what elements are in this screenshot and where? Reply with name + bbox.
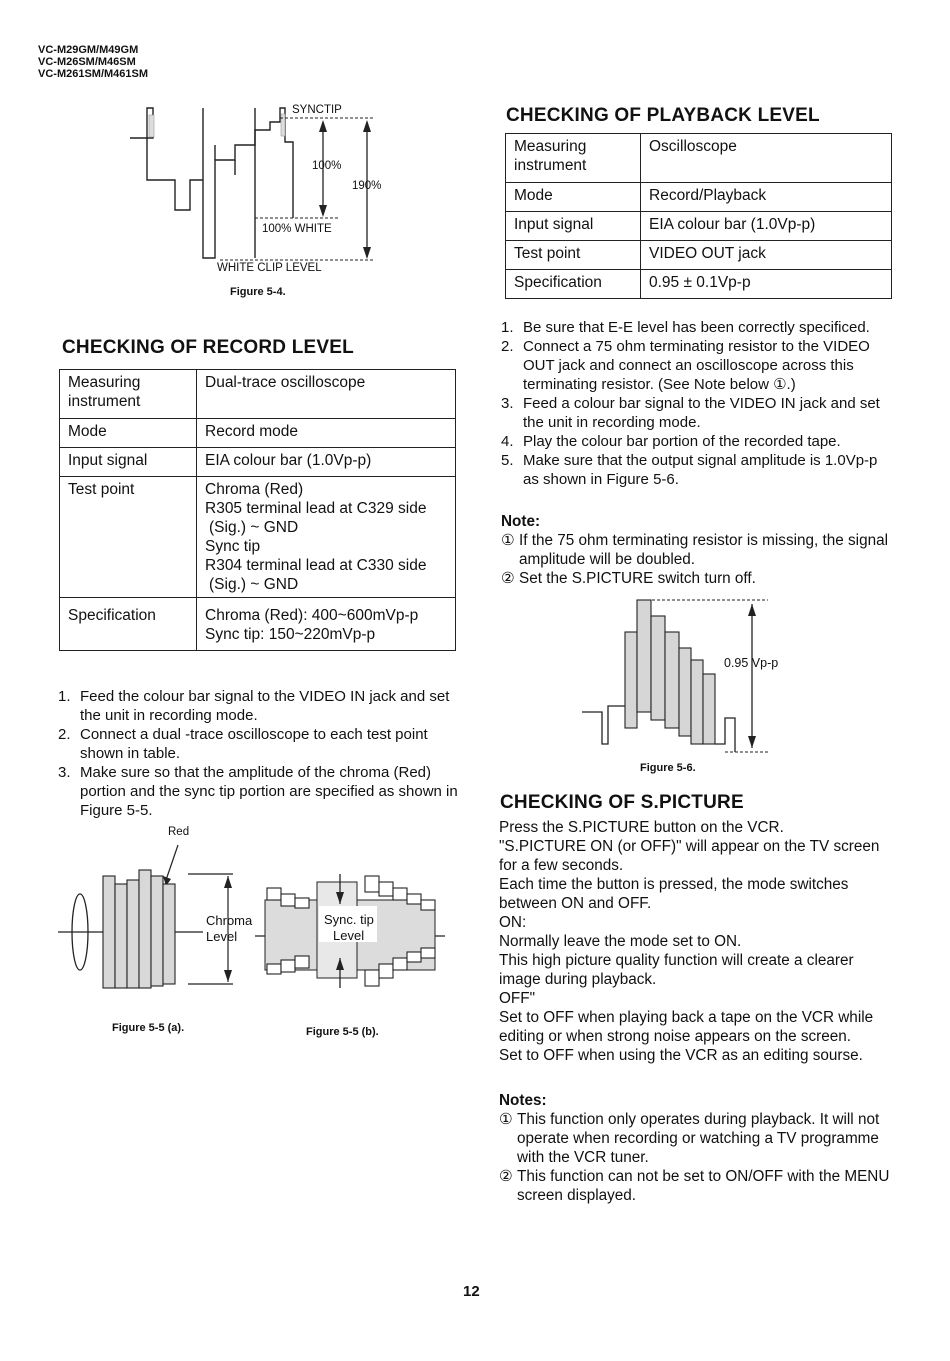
- step-number: 4.: [501, 433, 514, 450]
- notes-heading: Notes:: [499, 1092, 547, 1109]
- table-row: [506, 183, 892, 212]
- note-item: [499, 1110, 894, 1167]
- table-cell-label: Mode: [60, 419, 197, 448]
- step-text: Play the colour bar portion of the recorded tape.: [523, 433, 841, 450]
- note-item: [499, 1167, 894, 1205]
- test-point-line: (Sig.) ~ GND: [209, 576, 299, 593]
- note-marker: ②: [499, 1168, 513, 1185]
- paragraph-line: This high picture quality function will create a clearer image during playback.: [499, 952, 854, 988]
- table-row: [506, 241, 892, 270]
- paragraph-line: Set to OFF when playing back a tape on the VCR while editing or when strong noise appears on the screen.: [499, 1009, 874, 1045]
- playback-notes: [501, 512, 894, 588]
- table-cell-value: EIA colour bar (1.0Vp-p): [197, 448, 456, 477]
- table-row: [506, 134, 892, 183]
- spec-line: Sync tip: 150~220mVp-p: [205, 626, 376, 643]
- table-cell-label: Measuring instrument: [506, 134, 641, 183]
- spicture-title: CHECKING OF S.PICTURE: [500, 792, 744, 813]
- step-text: Make sure so that the amplitude of the chroma (Red) portion and the sync tip portion are specified as shown in Figure 5-5.: [80, 764, 458, 819]
- spicture-notes: [499, 1091, 894, 1205]
- spec-line: Chroma (Red): 400~600mVp-p: [205, 607, 419, 624]
- note-text: This function only operates during playback. It will not operate when recording or watching a TV programme with the VCR tuner.: [517, 1111, 880, 1166]
- list-item: [58, 763, 458, 820]
- note-text: If the 75 ohm terminating resistor is missing, the signal amplitude will be doubled.: [519, 532, 888, 568]
- model-line: VC-M29GM/M49GM: [38, 44, 139, 56]
- paragraph-line: Press the S.PICTURE button on the VCR.: [499, 819, 784, 836]
- note-text: This function can not be set to ON/OFF with the MENU screen displayed.: [517, 1168, 890, 1204]
- sync-tip-label: Sync. tip: [324, 912, 374, 927]
- table-cell-label: Mode: [506, 183, 641, 212]
- table-cell-value: [197, 477, 456, 598]
- table-row: [60, 419, 456, 448]
- step-number: 2.: [58, 726, 71, 743]
- red-label: Red: [168, 826, 190, 838]
- test-point-line: (Sig.) ~ GND: [209, 519, 299, 536]
- step-text: Make sure that the output signal amplitude is 1.0Vp-p as shown in Figure 5-6.: [523, 452, 878, 488]
- synctip-label: SYNCTIP: [292, 104, 342, 116]
- model-numbers: [38, 44, 148, 80]
- table-row: [506, 212, 892, 241]
- test-point-line: R305 terminal lead at C329 side: [205, 500, 427, 517]
- playback-level-title: CHECKING OF PLAYBACK LEVEL: [506, 105, 820, 126]
- list-item: [501, 394, 894, 432]
- page-number: 12: [463, 1283, 480, 1300]
- vpp-label: 0.95 Vp-p: [724, 656, 779, 670]
- step-number: 3.: [501, 395, 514, 412]
- table-cell-value: EIA colour bar (1.0Vp-p): [641, 212, 892, 241]
- paragraph-line: Set to OFF when using the VCR as an editing sourse.: [499, 1047, 863, 1064]
- test-point-line: Chroma (Red): [205, 481, 304, 498]
- table-cell-value: Record/Playback: [641, 183, 892, 212]
- spicture-body: [499, 818, 894, 1065]
- step-text: Connect a 75 ohm terminating resistor to the VIDEO OUT jack and connect an oscilloscope across this terminating resistor. (See Note below ①.): [523, 338, 870, 393]
- table-row: [60, 477, 456, 598]
- record-spec-table: [59, 369, 456, 651]
- table-cell-label: Specification: [506, 270, 641, 299]
- table-row: [60, 598, 456, 651]
- note-marker: ①: [499, 1111, 513, 1128]
- paragraph-line: "S.PICTURE ON (or OFF)" will appear on the TV screen for a few seconds.: [499, 838, 880, 874]
- table-cell-label: Specification: [60, 598, 197, 651]
- table-cell-value: Oscilloscope: [641, 134, 892, 183]
- playback-steps: [501, 318, 894, 489]
- figure-5-5b-caption: Figure 5-5 (b).: [306, 1026, 379, 1038]
- note-marker: ①: [501, 532, 515, 549]
- step-number: 2.: [501, 338, 514, 355]
- note-marker: ②: [501, 570, 515, 587]
- note-item: [501, 569, 894, 588]
- table-cell-value: Dual-trace oscilloscope: [197, 370, 456, 419]
- table-cell-value: 0.95 ± 0.1Vp-p: [641, 270, 892, 299]
- step-text: Connect a dual -trace oscilloscope to each test point shown in table.: [80, 726, 428, 762]
- list-item: [501, 337, 894, 394]
- step-text: Feed a colour bar signal to the VIDEO IN jack and set the unit in recording mode.: [523, 395, 880, 431]
- list-item: [501, 432, 894, 451]
- table-cell-label: Test point: [506, 241, 641, 270]
- model-line: VC-M261SM/M461SM: [38, 68, 149, 80]
- step-number: 5.: [501, 452, 514, 469]
- figure-5-5a-caption: Figure 5-5 (a).: [112, 1022, 185, 1034]
- test-point-line: R304 terminal lead at C330 side: [205, 557, 427, 574]
- paragraph-line: Each time the button is pressed, the mode switches between ON and OFF.: [499, 876, 849, 912]
- paragraph-line: ON:: [499, 914, 527, 931]
- table-cell-label: Input signal: [60, 448, 197, 477]
- table-row: [506, 270, 892, 299]
- test-point-line: Sync tip: [205, 538, 261, 555]
- playback-spec-table: [505, 133, 892, 299]
- paragraph-line: OFF": [499, 990, 536, 1007]
- table-row: [60, 370, 456, 419]
- table-row: [60, 448, 456, 477]
- chroma-label: Chroma: [206, 913, 253, 928]
- table-cell-label: Input signal: [506, 212, 641, 241]
- step-number: 1.: [501, 319, 514, 336]
- table-cell-value: Record mode: [197, 419, 456, 448]
- list-item: [501, 318, 894, 337]
- step-number: 3.: [58, 764, 71, 781]
- step-number: 1.: [58, 688, 71, 705]
- pct-190-label: 190%: [352, 180, 382, 192]
- figure-5-6-caption: Figure 5-6.: [640, 762, 696, 774]
- figure-5-6-waveform: [580, 592, 780, 757]
- note-text: Set the S.PICTURE switch turn off.: [519, 570, 756, 587]
- record-level-title: CHECKING OF RECORD LEVEL: [62, 337, 354, 358]
- table-cell-value: [197, 598, 456, 651]
- note-item: [501, 531, 894, 569]
- white-clip-label: WHITE CLIP LEVEL: [217, 262, 322, 274]
- paragraph-line: Normally leave the mode set to ON.: [499, 933, 742, 950]
- list-item: [58, 687, 458, 725]
- chroma-level-label: Level: [206, 929, 238, 944]
- table-cell-label: Measuring instrument: [60, 370, 197, 419]
- note-heading: Note:: [501, 513, 541, 530]
- step-text: Be sure that E-E level has been correctly specificed.: [523, 319, 870, 336]
- list-item: [501, 451, 894, 489]
- sync-level-label: Level: [333, 928, 365, 943]
- table-cell-label: Test point: [60, 477, 197, 598]
- model-line: VC-M26SM/M46SM: [38, 56, 136, 68]
- table-cell-value: VIDEO OUT jack: [641, 241, 892, 270]
- step-text: Feed the colour bar signal to the VIDEO IN jack and set the unit in recording mode.: [80, 688, 450, 724]
- list-item: [58, 725, 458, 763]
- record-steps: [58, 687, 458, 820]
- pct-100-label: 100%: [312, 160, 342, 172]
- white-100-label: 100% WHITE: [262, 223, 332, 235]
- figure-5-4-caption: Figure 5-4.: [230, 286, 286, 298]
